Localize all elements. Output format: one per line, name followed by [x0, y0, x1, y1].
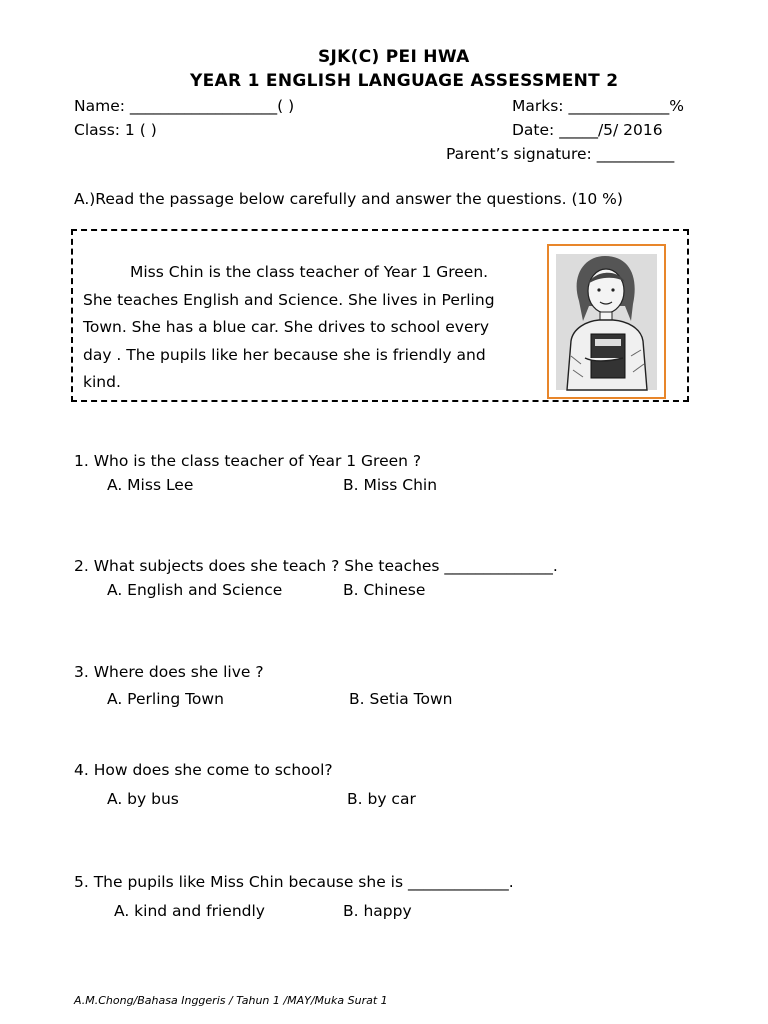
passage-line: Miss Chin is the class teacher of Year 1 Green. [130, 263, 489, 281]
passage-line: day . The pupils like her because she is friendly and [83, 345, 486, 364]
question-3: 3. Where does she live ? [74, 663, 264, 681]
class-field: Class: 1 ( ) [74, 121, 157, 139]
name-field: Name: ___________________( ) [74, 97, 295, 115]
question-3-option-a: A. Perling Town [107, 690, 224, 708]
question-3-option-b: B. Setia Town [349, 690, 453, 708]
question-4-option-b: B. by car [347, 790, 416, 808]
question-2-option-b: B. Chinese [343, 581, 426, 599]
marks-field: Marks: _____________% [512, 97, 684, 115]
question-4-option-a: A. by bus [107, 790, 179, 808]
passage-box [71, 229, 689, 402]
parent-signature-field: Parent’s signature: __________ [446, 145, 675, 163]
passage-line: Town. She has a blue car. She drives to school every [83, 318, 490, 336]
passage-line: kind. [83, 373, 121, 391]
school-name: SJK(C) PEI HWA [318, 47, 470, 67]
page-footer: A.M.Chong/Bahasa Inggeris / Tahun 1 /MAY/Muka Surat 1 [74, 994, 388, 1007]
teacher-picture [547, 244, 666, 399]
teacher-illustration-icon [549, 246, 664, 397]
question-2-option-a: A. English and Science [107, 581, 283, 599]
date-field: Date: _____/5/ 2016 [512, 121, 663, 139]
question-5-option-a: A. kind and friendly [114, 902, 265, 920]
page-title: YEAR 1 ENGLISH LANGUAGE ASSESSMENT 2 [190, 71, 619, 91]
question-1-option-a: A. Miss Lee [107, 476, 194, 494]
question-1: 1. Who is the class teacher of Year 1 Green ? [74, 452, 422, 470]
passage-text [83, 259, 538, 397]
passage-line: She teaches English and Science. She lives in Perling [83, 290, 495, 309]
question-4: 4. How does she come to school? [74, 761, 333, 779]
question-2: 2. What subjects does she teach ? She teaches ______________. [74, 557, 558, 575]
question-1-option-b: B. Miss Chin [343, 476, 438, 494]
section-a-instruction: A.)Read the passage below carefully and answer the questions. (10 %) [74, 190, 623, 208]
question-5: 5. The pupils like Miss Chin because she is _____________. [74, 873, 514, 891]
question-5-option-b: B. happy [343, 902, 412, 920]
